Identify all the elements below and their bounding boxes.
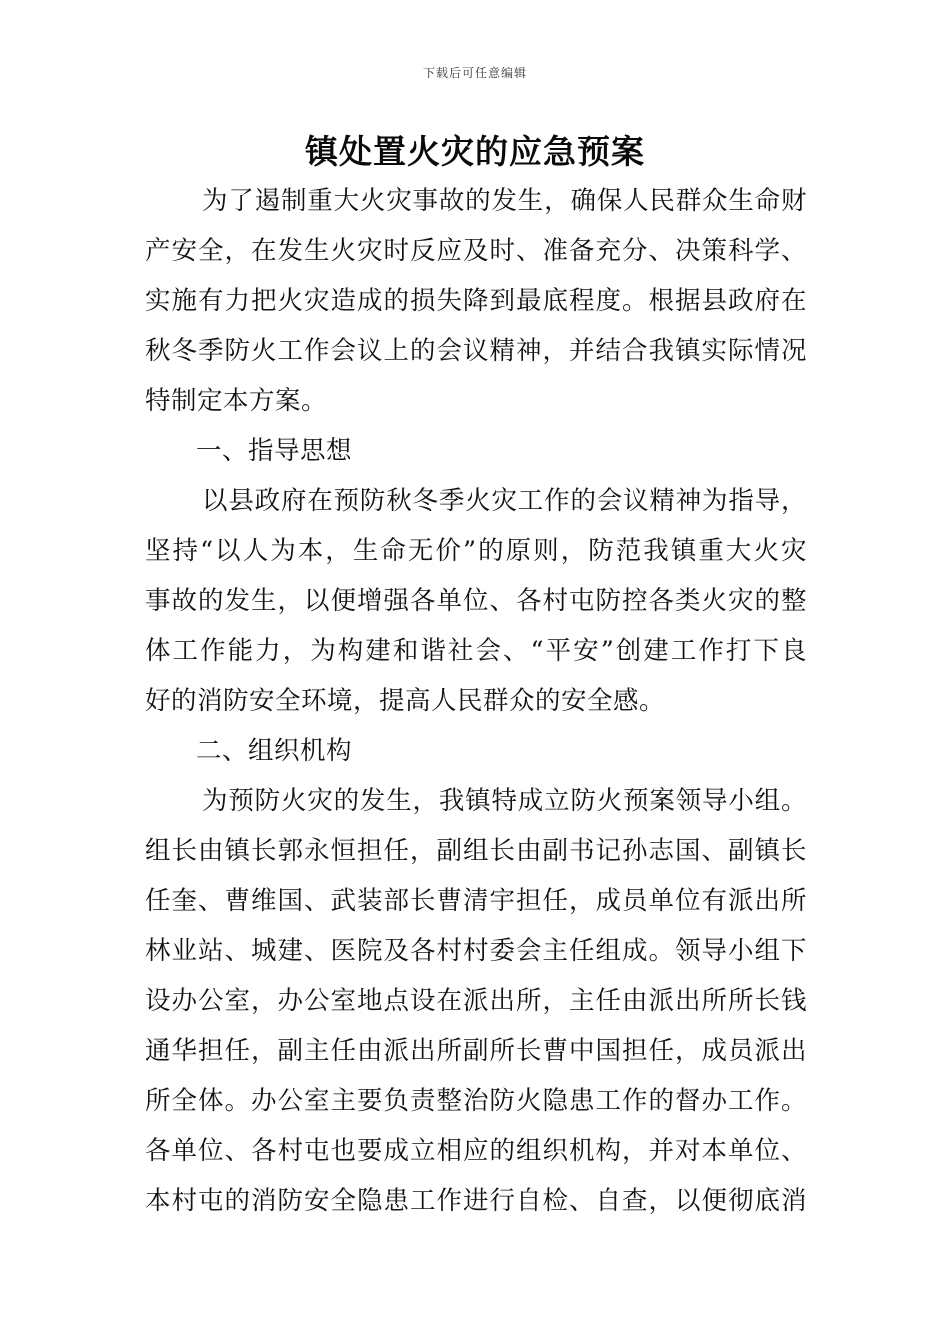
paragraph-line: 为了遏制重大火灾事故的发生，确保人民群众生命财 — [202, 186, 807, 216]
section-heading: 一、指导思想 — [196, 436, 353, 466]
paragraph-line: 以县政府在预防秋冬季火灾工作的会议精神为指导， — [202, 486, 807, 516]
header-note: 下载后可任意编辑 — [422, 66, 527, 80]
paragraph-line: 好的消防安全环境，提高人民群众的安全感。 — [145, 686, 666, 716]
document-title: 镇处置火灾的应急预案 — [305, 132, 645, 171]
paragraph-line: 特制定本方案。 — [145, 386, 328, 416]
paragraph-line: 组长由镇长郭永恒担任，副组长由副书记孙志国、副镇长 — [145, 836, 807, 866]
paragraph-line: 坚持“以人为本，生命无价”的原则，防范我镇重大火灾 — [145, 536, 807, 566]
paragraph-line: 实施有力把火灾造成的损失降到最底程度。根据县政府在 — [145, 286, 807, 316]
paragraph-line: 秋冬季防火工作会议上的会议精神，并结合我镇实际情况 — [145, 336, 807, 366]
section-heading: 二、组织机构 — [196, 736, 353, 766]
paragraph-line: 设办公室，办公室地点设在派出所，主任由派出所所长钱 — [145, 986, 807, 1016]
paragraph-line: 各单位、各村屯也要成立相应的组织机构，并对本单位、 — [145, 1136, 807, 1166]
paragraph-line: 事故的发生，以便增强各单位、各村屯防控各类火灾的整 — [145, 586, 807, 616]
document-body — [145, 176, 807, 1226]
paragraph-line: 本村屯的消防安全隐患工作进行自检、自查，以便彻底消 — [145, 1186, 807, 1216]
paragraph-line: 通华担任，副主任由派出所副所长曹中国担任，成员派出 — [145, 1036, 807, 1066]
paragraph-line: 为预防火灾的发生，我镇特成立防火预案领导小组。 — [202, 786, 807, 816]
paragraph-line: 体工作能力，为构建和谐社会、“平安”创建工作打下良 — [145, 636, 807, 666]
paragraph-line: 任奎、曹维国、武装部长曹清宇担任，成员单位有派出所 — [145, 886, 807, 916]
paragraph-line: 所全体。办公室主要负责整治防火隐患工作的督办工作。 — [145, 1086, 807, 1116]
paragraph-line: 林业站、城建、医院及各村村委会主任组成。领导小组下 — [145, 936, 807, 966]
paragraph-line: 产安全，在发生火灾时反应及时、准备充分、决策科学、 — [145, 236, 807, 266]
